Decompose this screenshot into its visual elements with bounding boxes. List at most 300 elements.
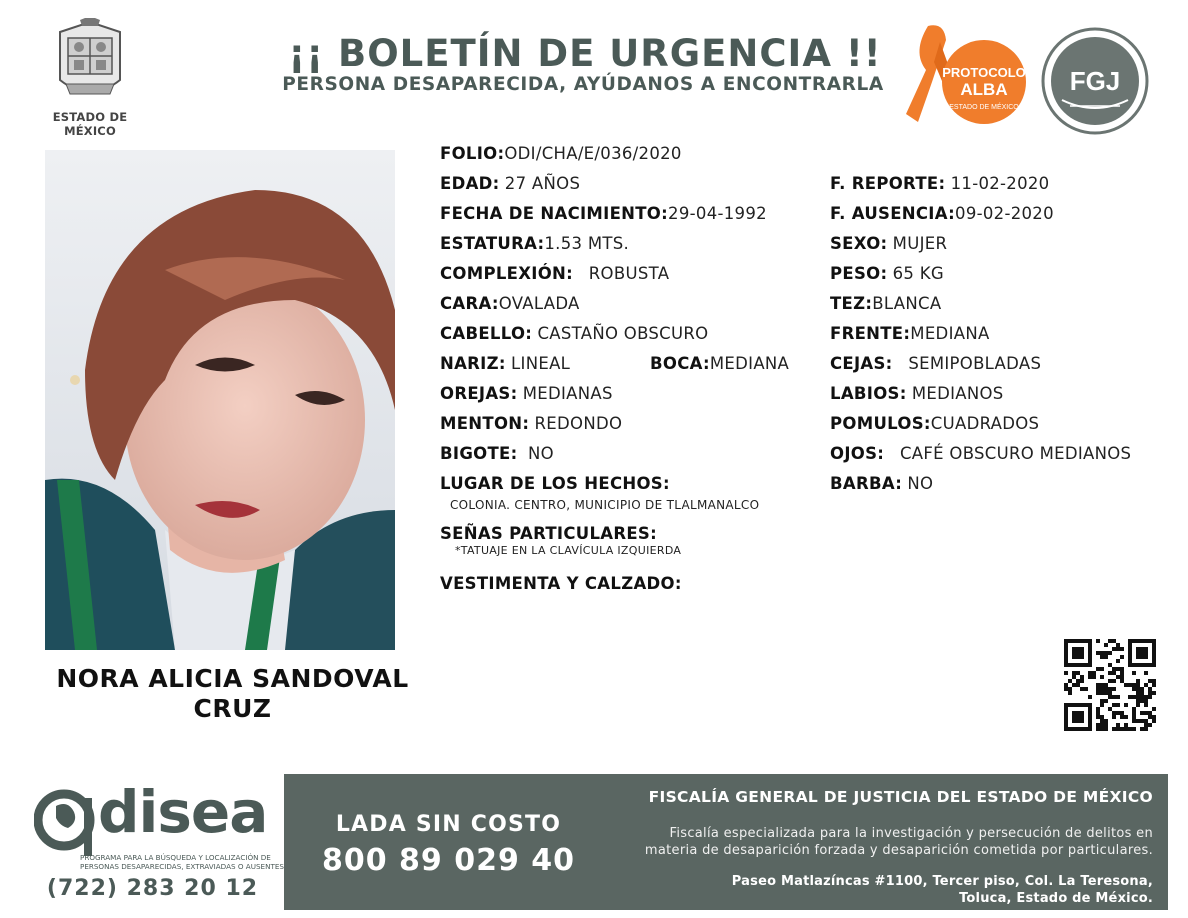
qr-module: [1128, 695, 1132, 699]
fgj-seal-logo: [1040, 26, 1150, 136]
qr-module: [1120, 667, 1124, 671]
qr-module: [1152, 659, 1156, 663]
qr-module: [1072, 639, 1076, 643]
field-f-ausencia: F. AUSENCIA:09-02-2020: [830, 204, 1054, 223]
qr-module: [1152, 655, 1156, 659]
qr-module: [1108, 663, 1112, 667]
qr-module: [1096, 683, 1100, 687]
qr-module: [1100, 687, 1104, 691]
qr-module: [1116, 643, 1120, 647]
qr-module: [1064, 683, 1068, 687]
field-tez: TEZ:BLANCA: [830, 294, 942, 313]
qr-module: [1140, 719, 1144, 723]
qr-module: [1112, 703, 1116, 707]
map-pin-icon: [34, 788, 96, 858]
qr-module: [1076, 655, 1080, 659]
qr-module: [1140, 691, 1144, 695]
qr-module: [1072, 671, 1076, 675]
qr-module: [1144, 723, 1148, 727]
qr-module: [1128, 727, 1132, 731]
qr-module: [1140, 639, 1144, 643]
qr-module: [1064, 659, 1068, 663]
odisea-wordmark: disea: [98, 778, 268, 846]
qr-module: [1152, 651, 1156, 655]
qr-module: [1096, 639, 1100, 643]
qr-module: [1072, 703, 1076, 707]
address-line2: Toluca, Estado de México.: [959, 891, 1153, 906]
qr-module: [1136, 663, 1140, 667]
qr-module: [1120, 671, 1124, 675]
qr-module: [1116, 703, 1120, 707]
qr-module: [1120, 675, 1124, 679]
qr-module: [1124, 723, 1128, 727]
qr-module: [1116, 723, 1120, 727]
qr-module: [1148, 679, 1152, 683]
qr-module: [1112, 679, 1116, 683]
qr-module: [1152, 679, 1156, 683]
qr-module: [1088, 695, 1092, 699]
field-estatura: ESTATURA:1.53 MTS.: [440, 234, 630, 253]
qr-module: [1080, 663, 1084, 667]
qr-module: [1116, 695, 1120, 699]
protocolo-alba-logo: [898, 22, 1028, 132]
qr-module: [1088, 719, 1092, 723]
qr-module: [1076, 727, 1080, 731]
qr-module: [1088, 647, 1092, 651]
qr-module: [1100, 723, 1104, 727]
qr-module: [1064, 647, 1068, 651]
qr-module: [1152, 719, 1156, 723]
qr-module: [1124, 683, 1128, 687]
qr-module: [1140, 655, 1144, 659]
qr-module: [1072, 727, 1076, 731]
field-f-reporte: F. REPORTE: 11-02-2020: [830, 174, 1050, 193]
qr-module: [1112, 667, 1116, 671]
field-sexo: SEXO: MUJER: [830, 234, 948, 253]
qr-module: [1116, 727, 1120, 731]
field-nariz: NARIZ: LINEAL: [440, 354, 571, 373]
qr-module: [1108, 707, 1112, 711]
qr-module: [1140, 663, 1144, 667]
qr-module: [1072, 651, 1076, 655]
qr-module: [1120, 655, 1124, 659]
qr-module: [1084, 639, 1088, 643]
qr-module: [1084, 687, 1088, 691]
field-frente: FRENTE:MEDIANA: [830, 324, 990, 343]
qr-module: [1080, 647, 1084, 651]
qr-module: [1128, 655, 1132, 659]
qr-module: [1120, 679, 1124, 683]
qr-module: [1148, 695, 1152, 699]
qr-module: [1084, 727, 1088, 731]
qr-module: [1120, 727, 1124, 731]
qr-module: [1096, 707, 1100, 711]
qr-module: [1076, 679, 1080, 683]
qr-module: [1088, 643, 1092, 647]
qr-module: [1084, 663, 1088, 667]
qr-module: [1104, 727, 1108, 731]
qr-module: [1136, 655, 1140, 659]
qr-module: [1064, 719, 1068, 723]
qr-module: [1108, 687, 1112, 691]
qr-module: [1116, 647, 1120, 651]
qr-module: [1128, 651, 1132, 655]
qr-module: [1088, 703, 1092, 707]
qr-module: [1072, 675, 1076, 679]
qr-module: [1144, 683, 1148, 687]
qr-module: [1096, 687, 1100, 691]
missing-person-photo: [45, 150, 395, 650]
state-caption: ESTADO DE MÉXICO: [52, 110, 128, 138]
qr-module: [1080, 687, 1084, 691]
qr-module: [1080, 727, 1084, 731]
qr-module: [1144, 655, 1148, 659]
qr-module: [1064, 727, 1068, 731]
qr-module: [1064, 711, 1068, 715]
qr-module: [1064, 651, 1068, 655]
qr-module: [1116, 675, 1120, 679]
qr-module: [1132, 727, 1136, 731]
qr-module: [1088, 723, 1092, 727]
qr-module: [1076, 703, 1080, 707]
field-senas-label: SEÑAS PARTICULARES:: [440, 524, 658, 543]
field-orejas: OREJAS: MEDIANAS: [440, 384, 613, 403]
field-edad: EDAD: 27 AÑOS: [440, 174, 581, 193]
qr-module: [1136, 691, 1140, 695]
address-line1: Paseo Matlazíncas #1100, Tercer piso, Col. La Teresona,: [731, 874, 1153, 889]
fiscalia-title: FISCALÍA GENERAL DE JUSTICIA DEL ESTADO DE MÉXICO: [648, 788, 1153, 806]
qr-module: [1064, 703, 1068, 707]
qr-module: [1148, 691, 1152, 695]
qr-module: [1076, 651, 1080, 655]
odisea-program-text: PROGRAMA PARA LA BÚSQUEDA Y LOCALIZACIÓN DE PERSONAS DESAPARECIDAS, EXTRAVIADAS O AUSENTES: [80, 853, 284, 871]
field-complexion: COMPLEXIÓN: ROBUSTA: [440, 264, 670, 283]
qr-module: [1072, 655, 1076, 659]
qr-module: [1112, 687, 1116, 691]
qr-module: [1152, 683, 1156, 687]
qr-module: [1152, 715, 1156, 719]
qr-module: [1064, 655, 1068, 659]
qr-module: [1116, 659, 1120, 663]
qr-module: [1080, 651, 1084, 655]
qr-module: [1144, 647, 1148, 651]
qr-module: [1088, 727, 1092, 731]
qr-module: [1088, 711, 1092, 715]
qr-module: [1136, 695, 1140, 699]
qr-module: [1128, 639, 1132, 643]
qr-module: [1128, 659, 1132, 663]
qr-module: [1100, 655, 1104, 659]
qr-module: [1136, 683, 1140, 687]
qr-module: [1100, 683, 1104, 687]
field-vestimenta-label: VESTIMENTA Y CALZADO:: [440, 574, 682, 593]
qr-module: [1088, 655, 1092, 659]
qr-module: [1100, 691, 1104, 695]
field-boca: BOCA:MEDIANA: [650, 354, 790, 373]
field-lugar-value: COLONIA. CENTRO, MUNICIPIO DE TLALMANALCO: [450, 498, 760, 512]
qr-module: [1144, 711, 1148, 715]
qr-module: [1144, 651, 1148, 655]
bulletin-subtitle: PERSONA DESAPARECIDA, AYÚDANOS A ENCONTRARLA: [282, 74, 884, 95]
qr-module: [1136, 719, 1140, 723]
qr-module: [1076, 639, 1080, 643]
qr-module: [1128, 647, 1132, 651]
qr-module: [1144, 703, 1148, 707]
fiscalia-desc-line1: Fiscalía especializada para la investigación y persecución de delitos en: [669, 826, 1153, 841]
qr-module: [1080, 639, 1084, 643]
qr-module: [1144, 727, 1148, 731]
qr-module: [1080, 703, 1084, 707]
field-peso: PESO: 65 KG: [830, 264, 944, 283]
qr-module: [1132, 719, 1136, 723]
qr-module: [1112, 715, 1116, 719]
qr-module: [1112, 647, 1116, 651]
qr-module: [1088, 639, 1092, 643]
qr-module: [1120, 711, 1124, 715]
field-bigote: BIGOTE: NO: [440, 444, 554, 463]
qr-module: [1076, 719, 1080, 723]
qr-module: [1100, 699, 1104, 703]
lada-label: LADA SIN COSTO: [335, 812, 562, 837]
qr-module: [1152, 639, 1156, 643]
qr-module: [1100, 715, 1104, 719]
qr-module: [1116, 711, 1120, 715]
qr-module: [1128, 683, 1132, 687]
qr-module: [1068, 691, 1072, 695]
qr-module: [1064, 707, 1068, 711]
qr-module: [1104, 655, 1108, 659]
qr-module: [1144, 663, 1148, 667]
field-cabello: CABELLO: CASTAÑO OBSCURO: [440, 324, 709, 343]
qr-module: [1068, 687, 1072, 691]
qr-module: [1132, 711, 1136, 715]
qr-module: [1152, 691, 1156, 695]
qr-module: [1072, 663, 1076, 667]
qr-module: [1084, 703, 1088, 707]
qr-module: [1104, 651, 1108, 655]
qr-module: [1120, 715, 1124, 719]
qr-module: [1132, 683, 1136, 687]
qr-module: [1140, 687, 1144, 691]
qr-module: [1120, 647, 1124, 651]
svg-text:FGJ: FGJ: [1069, 66, 1121, 96]
qr-module: [1064, 715, 1068, 719]
qr-module: [1124, 727, 1128, 731]
qr-module: [1132, 687, 1136, 691]
qr-module: [1104, 643, 1108, 647]
qr-module: [1096, 651, 1100, 655]
qr-module: [1080, 679, 1084, 683]
qr-module: [1076, 671, 1080, 675]
qr-code[interactable]: [1064, 639, 1156, 731]
estado-de-mexico-logo: [30, 18, 150, 138]
qr-module: [1096, 723, 1100, 727]
qr-module: [1072, 711, 1076, 715]
qr-module: [1136, 647, 1140, 651]
fiscalia-desc-line2: materia de desaparición forzada y desaparición cometida por particulares.: [644, 843, 1153, 858]
qr-module: [1080, 655, 1084, 659]
qr-module: [1144, 699, 1148, 703]
fiscalia-address: [600, 873, 1153, 907]
qr-module: [1108, 651, 1112, 655]
qr-module: [1072, 647, 1076, 651]
field-menton: MENTON: REDONDO: [440, 414, 623, 433]
qr-module: [1112, 727, 1116, 731]
qr-module: [1136, 699, 1140, 703]
qr-module: [1088, 675, 1092, 679]
qr-module: [1112, 639, 1116, 643]
qr-module: [1092, 675, 1096, 679]
qr-module: [1100, 675, 1104, 679]
qr-module: [1148, 639, 1152, 643]
bulletin-title: ¡¡ BOLETÍN DE URGENCIA !!: [288, 32, 882, 75]
qr-module: [1072, 683, 1076, 687]
qr-module: [1088, 707, 1092, 711]
qr-module: [1104, 719, 1108, 723]
qr-module: [1068, 639, 1072, 643]
qr-module: [1148, 663, 1152, 667]
qr-module: [1132, 663, 1136, 667]
qr-module: [1080, 675, 1084, 679]
qr-module: [1140, 727, 1144, 731]
qr-module: [1068, 679, 1072, 683]
qr-module: [1144, 671, 1148, 675]
qr-module: [1096, 727, 1100, 731]
qr-module: [1116, 667, 1120, 671]
qr-module: [1100, 727, 1104, 731]
qr-module: [1108, 691, 1112, 695]
qr-module: [1080, 719, 1084, 723]
qr-module: [1100, 667, 1104, 671]
svg-text:ALBA: ALBA: [960, 80, 1008, 99]
qr-module: [1096, 691, 1100, 695]
qr-module: [1152, 647, 1156, 651]
qr-module: [1072, 719, 1076, 723]
qr-module: [1108, 639, 1112, 643]
qr-module: [1096, 711, 1100, 715]
qr-module: [1064, 639, 1068, 643]
qr-module: [1080, 715, 1084, 719]
qr-module: [1104, 683, 1108, 687]
qr-module: [1124, 703, 1128, 707]
qr-module: [1132, 695, 1136, 699]
person-name-line1: NORA ALICIA SANDOVAL: [56, 664, 409, 693]
qr-module: [1144, 639, 1148, 643]
qr-module: [1128, 643, 1132, 647]
qr-module: [1152, 663, 1156, 667]
qr-module: [1104, 691, 1108, 695]
qr-module: [1092, 671, 1096, 675]
qr-module: [1140, 695, 1144, 699]
fiscalia-description: [600, 825, 1153, 859]
qr-module: [1108, 679, 1112, 683]
qr-module: [1088, 671, 1092, 675]
qr-module: [1064, 723, 1068, 727]
qr-module: [1068, 703, 1072, 707]
qr-module: [1096, 667, 1100, 671]
qr-module: [1088, 663, 1092, 667]
qr-module: [1128, 663, 1132, 667]
qr-module: [1152, 643, 1156, 647]
qr-module: [1140, 647, 1144, 651]
qr-module: [1132, 707, 1136, 711]
qr-module: [1132, 671, 1136, 675]
qr-module: [1108, 695, 1112, 699]
qr-module: [1064, 671, 1068, 675]
qr-module: [1088, 715, 1092, 719]
field-cejas: CEJAS: SEMIPOBLADAS: [830, 354, 1042, 373]
person-name: [40, 664, 425, 724]
field-fecha-nacimiento: FECHA DE NACIMIENTO:29-04-1992: [440, 204, 767, 223]
qr-module: [1144, 719, 1148, 723]
qr-module: [1108, 671, 1112, 675]
qr-module: [1148, 711, 1152, 715]
svg-text:PROTOCOLO: PROTOCOLO: [942, 65, 1026, 80]
field-senas-value: *TATUAJE EN LA CLAVÍCULA IZQUIERDA: [455, 544, 682, 557]
qr-module: [1064, 643, 1068, 647]
qr-module: [1076, 647, 1080, 651]
qr-module: [1080, 711, 1084, 715]
qr-module: [1104, 723, 1108, 727]
field-barba: BARBA: NO: [830, 474, 934, 493]
field-ojos: OJOS: CAFÉ OBSCURO MEDIANOS: [830, 444, 1132, 463]
qr-module: [1136, 639, 1140, 643]
qr-module: [1124, 715, 1128, 719]
qr-module: [1112, 695, 1116, 699]
qr-module: [1100, 703, 1104, 707]
qr-module: [1112, 671, 1116, 675]
qr-module: [1068, 663, 1072, 667]
qr-module: [1076, 663, 1080, 667]
qr-module: [1072, 715, 1076, 719]
person-name-line2: CRUZ: [193, 694, 272, 723]
qr-module: [1132, 639, 1136, 643]
qr-module: [1136, 703, 1140, 707]
qr-module: [1112, 711, 1116, 715]
qr-module: [1148, 723, 1152, 727]
coat-of-arms-icon: [50, 18, 130, 104]
field-labios: LABIOS: MEDIANOS: [830, 384, 1004, 403]
qr-module: [1076, 683, 1080, 687]
qr-module: [1068, 727, 1072, 731]
svg-text:ESTADO DE MÉXICO: ESTADO DE MÉXICO: [949, 104, 1019, 111]
qr-module: [1140, 711, 1144, 715]
qr-module: [1088, 651, 1092, 655]
qr-module: [1100, 719, 1104, 723]
qr-module: [1064, 663, 1068, 667]
qr-module: [1104, 699, 1108, 703]
qr-module: [1144, 695, 1148, 699]
lada-number[interactable]: 800 89 029 40: [321, 843, 576, 878]
qr-module: [1140, 651, 1144, 655]
qr-module: [1132, 715, 1136, 719]
qr-module: [1088, 659, 1092, 663]
qr-module: [1140, 699, 1144, 703]
local-phone[interactable]: (722) 283 20 12: [46, 876, 259, 901]
qr-module: [1096, 715, 1100, 719]
qr-module: [1100, 651, 1104, 655]
qr-module: [1136, 651, 1140, 655]
qr-module: [1136, 679, 1140, 683]
qr-module: [1076, 711, 1080, 715]
qr-module: [1136, 687, 1140, 691]
odisea-logo: [30, 778, 284, 884]
field-folio: FOLIO:ODI/CHA/E/036/2020: [440, 144, 682, 163]
qr-module: [1076, 715, 1080, 719]
qr-module: [1064, 687, 1068, 691]
qr-module: [1148, 715, 1152, 719]
field-cara: CARA:OVALADA: [440, 294, 580, 313]
